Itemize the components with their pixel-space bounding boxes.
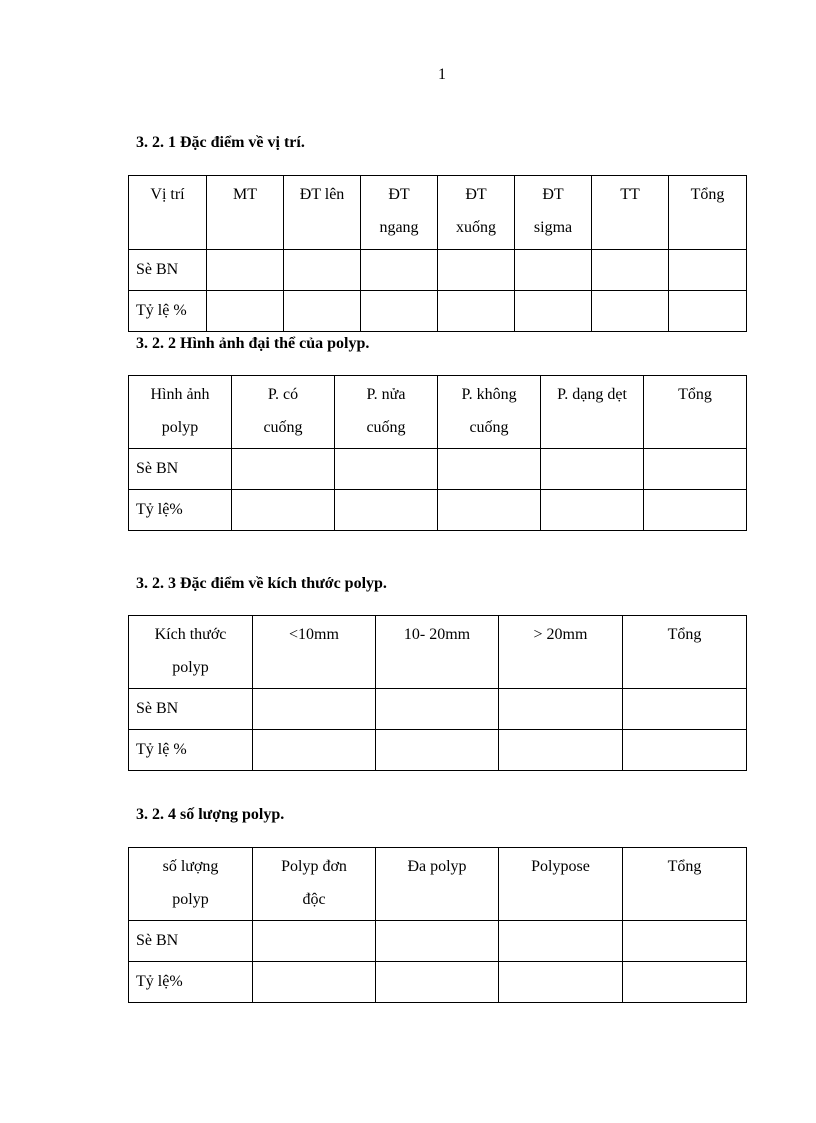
- data-cell: [284, 291, 361, 332]
- header-cell: Tổng: [644, 376, 747, 449]
- data-cell: [253, 921, 376, 962]
- data-cell: [438, 449, 541, 490]
- data-cell: [376, 962, 499, 1003]
- table-row: [129, 730, 747, 771]
- data-cell: [335, 449, 438, 490]
- data-cell: [644, 449, 747, 490]
- data-cell: [438, 291, 515, 332]
- data-cell: [499, 921, 623, 962]
- data-cell: [592, 250, 669, 291]
- header-cell: Tổng: [669, 176, 747, 250]
- header-cell: P. có cuống: [232, 376, 335, 449]
- header-cell: P. dạng dẹt: [541, 376, 644, 449]
- row-label: Sè BN: [129, 449, 232, 490]
- data-cell: [644, 490, 747, 531]
- data-cell: [438, 490, 541, 531]
- data-cell: [253, 689, 376, 730]
- header-cell: Đa polyp: [376, 848, 499, 921]
- table-row: [129, 449, 747, 490]
- table-size: [128, 615, 747, 771]
- table-header-row: [129, 616, 747, 689]
- data-cell: [376, 730, 499, 771]
- section-heading-gross-image: 3. 2. 2 Hình ảnh đại thể của polyp.: [136, 335, 370, 352]
- header-cell: Hình ảnh polyp: [129, 376, 232, 449]
- data-cell: [335, 490, 438, 531]
- data-cell: [515, 291, 592, 332]
- data-cell: [438, 250, 515, 291]
- data-cell: [541, 449, 644, 490]
- header-cell: TT: [592, 176, 669, 250]
- header-cell: Polyp đơn độc: [253, 848, 376, 921]
- section-heading-size: 3. 2. 3 Đặc điểm về kích thước polyp.: [136, 575, 387, 592]
- page-number: 1: [438, 66, 446, 83]
- header-cell: P. nửa cuống: [335, 376, 438, 449]
- row-label: Sè BN: [129, 689, 253, 730]
- data-cell: [499, 962, 623, 1003]
- table-row: [129, 490, 747, 531]
- row-label: Sè BN: [129, 250, 207, 291]
- data-cell: [207, 250, 284, 291]
- header-cell: ĐT ngang: [361, 176, 438, 250]
- row-label: Tỷ lệ %: [129, 291, 207, 332]
- data-cell: [499, 689, 623, 730]
- table-row: [129, 250, 747, 291]
- table-header-row: [129, 376, 747, 449]
- header-cell: số lượng polyp: [129, 848, 253, 921]
- row-label: Tỷ lệ %: [129, 730, 253, 771]
- header-cell: <10mm: [253, 616, 376, 689]
- header-cell: ĐT xuống: [438, 176, 515, 250]
- data-cell: [541, 490, 644, 531]
- data-cell: [592, 291, 669, 332]
- data-cell: [499, 730, 623, 771]
- row-label: Tỷ lệ%: [129, 962, 253, 1003]
- section-heading-location: 3. 2. 1 Đặc điểm về vị trí.: [136, 134, 305, 151]
- data-cell: [669, 250, 747, 291]
- data-cell: [623, 730, 747, 771]
- header-cell: Kích thước polyp: [129, 616, 253, 689]
- section-heading-count: 3. 2. 4 số lượng polyp.: [136, 806, 285, 823]
- table-count: [128, 847, 747, 1003]
- header-cell: Tổng: [623, 848, 747, 921]
- data-cell: [376, 921, 499, 962]
- header-cell: MT: [207, 176, 284, 250]
- data-cell: [232, 490, 335, 531]
- table-header-row: [129, 848, 747, 921]
- header-cell: ĐT sigma: [515, 176, 592, 250]
- data-cell: [232, 449, 335, 490]
- header-cell: Polypose: [499, 848, 623, 921]
- data-cell: [623, 962, 747, 1003]
- table-location: [128, 175, 747, 332]
- table-row: [129, 962, 747, 1003]
- data-cell: [253, 962, 376, 1003]
- data-cell: [361, 291, 438, 332]
- table-row: [129, 689, 747, 730]
- header-cell: ĐT lên: [284, 176, 361, 250]
- row-label: Tỷ lệ%: [129, 490, 232, 531]
- data-cell: [207, 291, 284, 332]
- header-cell: Tổng: [623, 616, 747, 689]
- data-cell: [284, 250, 361, 291]
- data-cell: [361, 250, 438, 291]
- data-cell: [253, 730, 376, 771]
- data-cell: [376, 689, 499, 730]
- header-cell: 10- 20mm: [376, 616, 499, 689]
- header-cell: Vị trí: [129, 176, 207, 250]
- data-cell: [623, 689, 747, 730]
- table-header-row: [129, 176, 747, 250]
- header-cell: P. không cuống: [438, 376, 541, 449]
- data-cell: [515, 250, 592, 291]
- row-label: Sè BN: [129, 921, 253, 962]
- table-row: [129, 291, 747, 332]
- table-row: [129, 921, 747, 962]
- table-gross-image: [128, 375, 747, 531]
- header-cell: > 20mm: [499, 616, 623, 689]
- data-cell: [623, 921, 747, 962]
- data-cell: [669, 291, 747, 332]
